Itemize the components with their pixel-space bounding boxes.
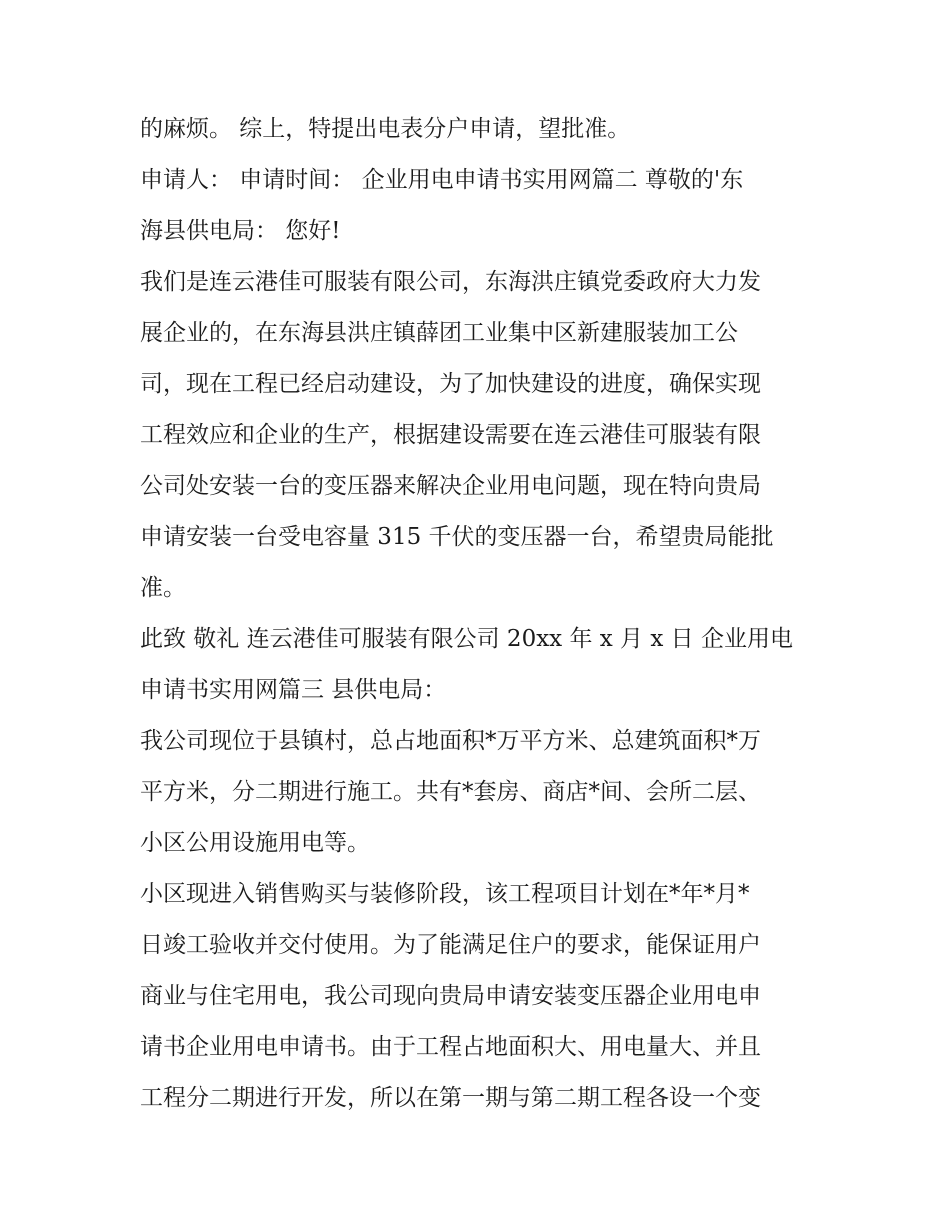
document-body bbox=[140, 104, 820, 1124]
paragraph-closing: 此致 敬礼 连云港佳可服装有限公司 20xx 年 x 月 x 日 企业用电 申请书实用网篇三 县供电局： bbox=[140, 626, 793, 703]
paragraph-project-status: 小区现进入销售购买与装修阶段，该工程项目计划在*年*月* 日竣工验收并交付使用。为了能满足住户的要求，能保证用户 商业与住宅用电，我公司现向贵局申请安装变压器企业用电申 请书企业用电申请书。由于工程占地面积大、用电量大、并且 工程分二期进行开发，所以在第一期与第二期工程各设一个变 bbox=[140, 881, 761, 1111]
paragraph-applicant-header: 申请人： 申请时间： 企业用电申请书实用网篇二 尊敬的'东 海县供电局： 您好! bbox=[140, 167, 744, 244]
paragraph-company-location: 我公司现位于县镇村，总占地面积*万平方米、总建筑面积*万 平方米，分二期进行施工。共有*套房、商店*间、会所二层、 小区公用设施用电等。 bbox=[140, 728, 761, 856]
paragraph-conclusion: 的麻烦。 综上，特提出电表分户申请，望批准。 bbox=[140, 116, 631, 142]
paragraph-company-request: 我们是连云港佳可服装有限公司，东海洪庄镇党委政府大力发 展企业的，在东海县洪庄镇薛团工业集中区新建服装加工公 司，现在工程已经启动建设，为了加快建设的进度，确保实现 工程效应和企业的生产，根据建设需要在连云港佳可服装有限 公司处安装一台的变压器来解决企业用电问题，现在特向贵局 申请安装一台受电容量 315 千伏的变压器一台，希望贵局能批 准。 bbox=[140, 269, 774, 601]
